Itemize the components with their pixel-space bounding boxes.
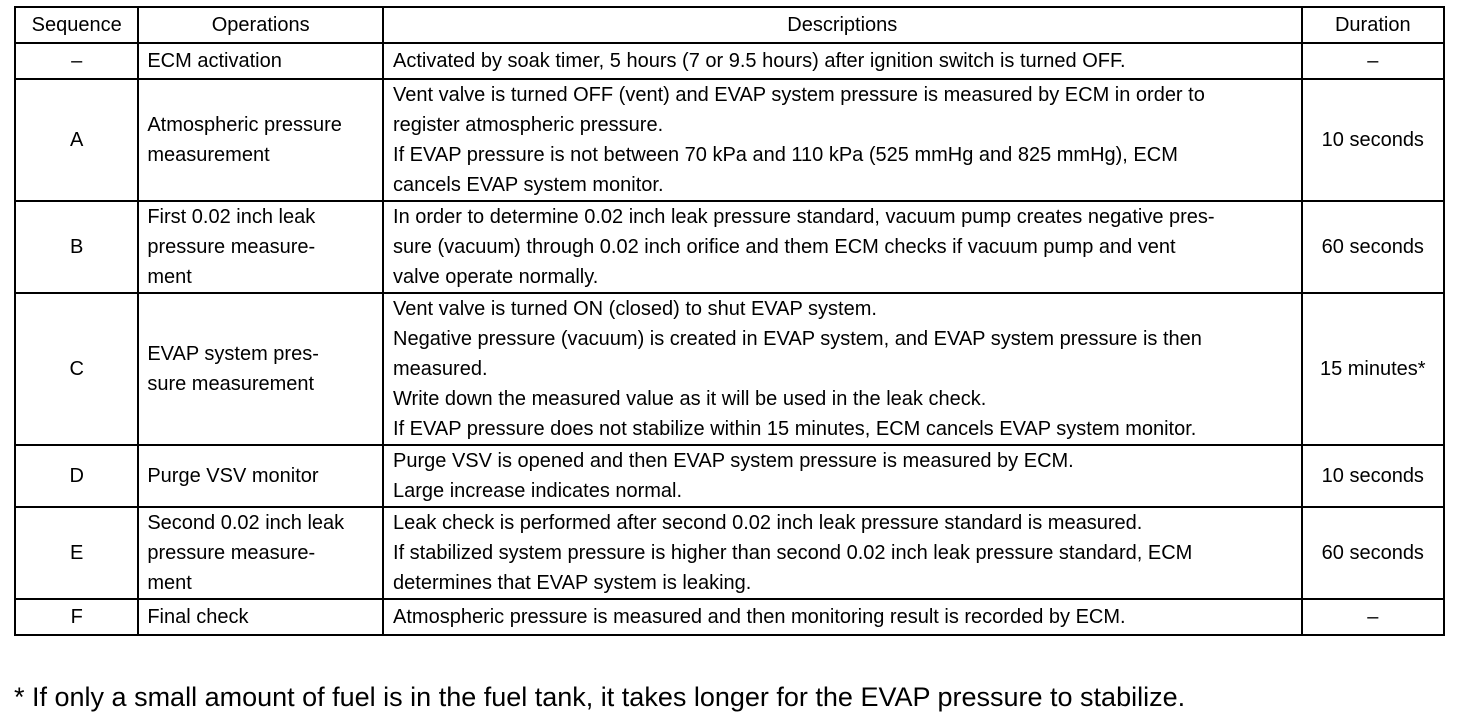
operation-line: Atmospheric pressure — [147, 114, 342, 136]
table-header — [15, 7, 1444, 43]
description-line: Negative pressure (vacuum) is created in EVAP system, and EVAP system pressure is then — [393, 328, 1202, 350]
table-row — [15, 293, 1444, 445]
description-line: If EVAP pressure is not between 70 kPa and 110 kPa (525 mmHg and 825 mmHg), ECM — [393, 144, 1178, 166]
operation-line: Purge VSV monitor — [147, 465, 319, 487]
header-sequence: Sequence — [15, 7, 138, 43]
duration-cell: 15 minutes* — [1302, 293, 1444, 445]
duration-cell: 60 seconds — [1302, 507, 1444, 599]
operation-line: pressure measure- — [147, 236, 316, 258]
description-line: valve operate normally. — [393, 266, 599, 288]
description-line: Atmospheric pressure is measured and then monitoring result is recorded by ECM. — [393, 606, 1126, 628]
description-line: determines that EVAP system is leaking. — [393, 572, 752, 594]
header-operations: Operations — [138, 7, 383, 43]
sequence-cell: F — [15, 599, 138, 635]
operation-line: First 0.02 inch leak — [147, 206, 316, 228]
operation-line: pressure measure- — [147, 542, 316, 564]
sequence-cell: D — [15, 445, 138, 507]
operation-cell — [138, 599, 383, 635]
table-row — [15, 507, 1444, 599]
description-cell — [383, 43, 1302, 79]
operation-cell — [138, 201, 383, 293]
description-line: Leak check is performed after second 0.02 inch leak pressure standard is measured. — [393, 512, 1143, 534]
description-line: cancels EVAP system monitor. — [393, 174, 664, 196]
operation-cell — [138, 445, 383, 507]
footnote: * If only a small amount of fuel is in the fuel tank, it takes longer for the EVAP pressure to stabilize. — [14, 682, 1186, 712]
operation-line: ment — [147, 572, 192, 594]
operation-line: EVAP system pres- — [147, 343, 319, 365]
description-line: Vent valve is turned ON (closed) to shut EVAP system. — [393, 298, 877, 320]
description-line: Activated by soak timer, 5 hours (7 or 9.5 hours) after ignition switch is turned OFF. — [393, 50, 1126, 72]
description-cell — [383, 201, 1302, 293]
description-cell — [383, 507, 1302, 599]
sequence-cell: E — [15, 507, 138, 599]
operation-line: ment — [147, 266, 192, 288]
sequence-cell: C — [15, 293, 138, 445]
operation-line: ECM activation — [147, 50, 282, 72]
description-line: If stabilized system pressure is higher than second 0.02 inch leak pressure standard, ECM — [393, 542, 1193, 564]
table-row — [15, 445, 1444, 507]
description-cell — [383, 599, 1302, 635]
duration-cell: 10 seconds — [1302, 445, 1444, 507]
description-line: measured. — [393, 358, 488, 380]
description-line: Purge VSV is opened and then EVAP system pressure is measured by ECM. — [393, 450, 1074, 472]
header-duration: Duration — [1302, 7, 1444, 43]
duration-cell: 10 seconds — [1302, 79, 1444, 201]
table-row — [15, 79, 1444, 201]
header-row — [15, 7, 1444, 43]
table-row — [15, 201, 1444, 293]
description-cell — [383, 79, 1302, 201]
sequence-cell: – — [15, 43, 138, 79]
description-cell — [383, 445, 1302, 507]
evap-monitor-sequence-table — [14, 6, 1445, 636]
description-line: Vent valve is turned OFF (vent) and EVAP system pressure is measured by ECM in order to — [393, 84, 1205, 106]
table-row — [15, 43, 1444, 79]
sequence-cell: B — [15, 201, 138, 293]
description-line: In order to determine 0.02 inch leak pressure standard, vacuum pump creates negative pres- — [393, 206, 1215, 228]
operation-cell — [138, 293, 383, 445]
operation-cell — [138, 43, 383, 79]
header-descriptions: Descriptions — [383, 7, 1302, 43]
operation-cell — [138, 79, 383, 201]
operation-line: sure measurement — [147, 373, 315, 395]
description-cell — [383, 293, 1302, 445]
duration-cell: – — [1302, 599, 1444, 635]
operation-line: measurement — [147, 144, 270, 166]
description-line: sure (vacuum) through 0.02 inch orifice and them ECM checks if vacuum pump and vent — [393, 236, 1176, 258]
operation-line: Second 0.02 inch leak — [147, 512, 345, 534]
description-line: If EVAP pressure does not stabilize within 15 minutes, ECM cancels EVAP system monitor. — [393, 418, 1197, 440]
duration-cell: – — [1302, 43, 1444, 79]
description-line: Write down the measured value as it will be used in the leak check. — [393, 388, 987, 410]
operation-cell — [138, 507, 383, 599]
description-line: register atmospheric pressure. — [393, 114, 664, 136]
table-body — [15, 43, 1444, 635]
description-line: Large increase indicates normal. — [393, 480, 683, 502]
sequence-cell: A — [15, 79, 138, 201]
table-row — [15, 599, 1444, 635]
operation-line: Final check — [147, 606, 249, 628]
duration-cell: 60 seconds — [1302, 201, 1444, 293]
